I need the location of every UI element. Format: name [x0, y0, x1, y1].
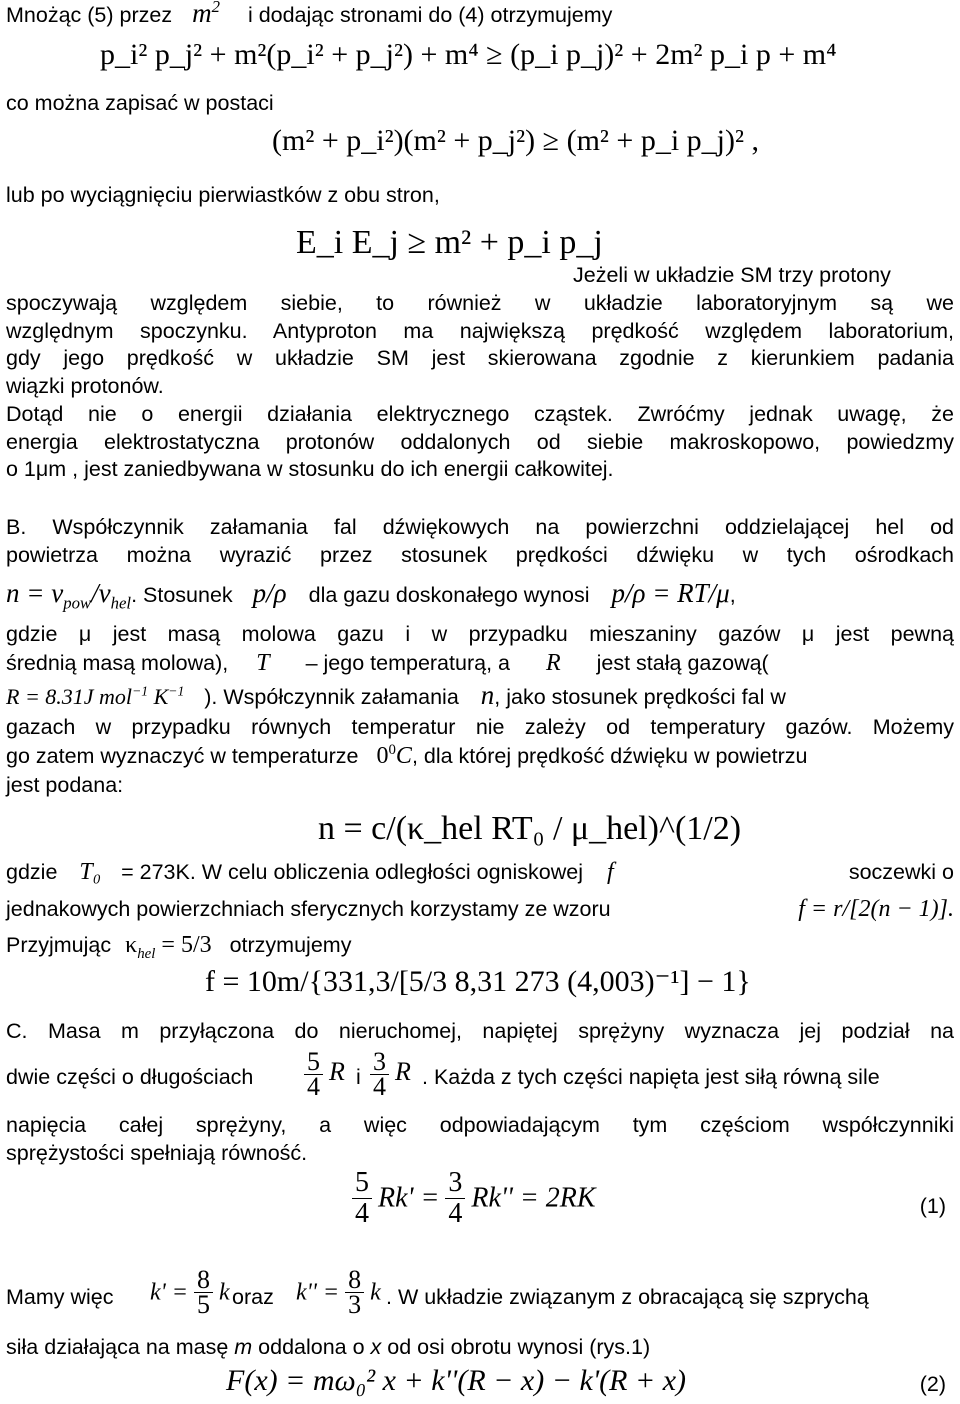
- text-span: od osi obrotu wynosi (rys.1): [381, 1335, 651, 1359]
- text-span: gdzie: [6, 860, 58, 884]
- equation-text: f = 10m/{331,3/[5/3 8,31 273 (4,003)⁻¹] − 1}: [205, 965, 751, 998]
- equation-1: [100, 38, 837, 72]
- math-inline: [296, 1265, 381, 1319]
- numerator: 5: [304, 1050, 323, 1075]
- math-inline: p/ρ: [252, 578, 287, 608]
- fraction: [304, 1047, 323, 1101]
- text-span: Współczynnik załamania fal dźwiękowych na powierzchni oddzielającej hel od: [26, 515, 954, 539]
- denominator: 5: [196, 1290, 210, 1319]
- denominator: 4: [355, 1198, 369, 1229]
- fraction: [445, 1168, 465, 1229]
- math-part: k: [370, 1279, 381, 1306]
- math-part: k' =: [150, 1279, 188, 1306]
- text-span: dwie części o długościach: [6, 1065, 254, 1089]
- text-span: , jako stosunek prędkości fal w: [494, 685, 786, 709]
- math-sub: hel: [110, 593, 132, 613]
- math-inline: [376, 743, 411, 769]
- fraction: [352, 1168, 372, 1229]
- text-line: gazach w przypadku równych temperatur nie zależy od temperatury gazów. Możemy: [6, 715, 954, 739]
- text-span: – jego temperaturą, a: [305, 651, 510, 675]
- math-inline: [6, 578, 132, 613]
- equation-text: n = c/(κ_hel RT₀ / μ_hel)^(1/2): [318, 810, 742, 847]
- section-label: C.: [6, 1019, 28, 1043]
- math-inline: [6, 684, 184, 709]
- text-span: jednakowych powierzchniach sferycznych korzystamy ze wzoru: [6, 897, 611, 921]
- numerator: 8: [345, 1268, 364, 1293]
- denominator: 4: [307, 1072, 320, 1101]
- denominator: 3: [348, 1290, 362, 1319]
- text-span: = 273K. W celu obliczenia odległości ogniskowej: [121, 860, 583, 884]
- numerator: 3: [445, 1168, 465, 1199]
- text-line: [6, 1265, 954, 1324]
- equation-text: Rk'' = 2RK: [471, 1182, 596, 1214]
- text-line: powietrza można wyrazić przez stosunek prędkości dźwięku w tych ośrodkach: [6, 543, 954, 567]
- math-inline: f = r/[2(n − 1)].: [798, 896, 954, 922]
- text-span: i dodając stronami do (4) otrzymujemy: [247, 3, 613, 27]
- text-span: go zatem wyznaczyć w temperaturze: [6, 744, 359, 768]
- numerator: 3: [370, 1050, 389, 1075]
- numerator: 8: [194, 1268, 213, 1293]
- text-span: Mnożąc (5) przez: [6, 3, 173, 27]
- text-line: [6, 743, 807, 769]
- text-line: napięcia całej sprężyny, a więc odpowiadającym tym częściom współczynniki: [6, 1113, 954, 1137]
- text-line: [6, 0, 612, 28]
- text-span: Przyjmując: [6, 933, 112, 957]
- text-line: spoczywają względem siebie, to również w układzie laboratoryjnym są we: [6, 291, 954, 315]
- text-line: Dotąd nie o energii działania elektrycznego cząstek. Zwróćmy jednak uwagę, że: [6, 402, 954, 426]
- text-line: [6, 932, 352, 962]
- fraction-5-4R: [304, 1047, 345, 1101]
- text-span: . Każda z tych części napięta jest siłą równą sile: [422, 1065, 880, 1089]
- denominator: 4: [448, 1198, 463, 1229]
- equation-2: [272, 124, 759, 158]
- equation-text: p_i² p_j² + m²(p_i² + p_j²) + m⁴ ≥ (p_i p_j)² + 2m² p_i p + m⁴: [100, 38, 837, 71]
- text-line: [6, 578, 736, 613]
- math-m: [192, 0, 220, 28]
- math-inline: n: [480, 680, 495, 710]
- math-inline: p/ρ = RT/μ: [611, 578, 730, 608]
- text-line: gdzie μ jest masą molowa gazu i w przypadku mieszaniny gazów μ jest pewną: [6, 622, 954, 646]
- equation-text: (m² + p_i²)(m² + p_j²) ≥ (m² + p_i p_j)² ,: [272, 124, 759, 157]
- math-part: C: [395, 743, 412, 769]
- math-inline: T: [256, 650, 270, 676]
- text-span: dla gazu doskonałego wynosi: [308, 583, 590, 607]
- equation-3: [296, 226, 603, 260]
- math-inline: R: [545, 650, 561, 676]
- text-span: , dla której prędkość dźwięku w powietrzu: [411, 744, 808, 768]
- math-var: m: [192, 0, 212, 28]
- text-line: [6, 514, 954, 540]
- equation-text: F(x) = mω₀² x + k''(R − x) − k'(R + x): [226, 1364, 687, 1397]
- equation-6: [352, 1168, 954, 1234]
- numerator: 5: [352, 1168, 372, 1199]
- text-span: siła działająca na masę: [6, 1335, 235, 1359]
- text-span: średnią masą molowa),: [6, 651, 229, 675]
- math-inline: f: [606, 859, 614, 885]
- equation-4: [318, 812, 741, 846]
- equation-7: [226, 1364, 954, 1400]
- equation-text: E_i E_j ≥ m² + p_i p_j: [296, 224, 603, 261]
- text-span: ,: [729, 583, 736, 607]
- text-line: energia elektrostatyczna protonów oddalonych od siebie makroskopowo, powiedzmy: [6, 430, 954, 454]
- fraction-3-4R: [370, 1047, 411, 1101]
- text-span: soczewki o: [848, 860, 954, 884]
- math-part: n = v: [6, 578, 64, 608]
- math-part: k'' =: [296, 1279, 340, 1306]
- math-var: R: [394, 1057, 411, 1087]
- math-exp: −1: [132, 683, 149, 699]
- math-sub: pow: [63, 593, 92, 613]
- math-part: K: [148, 684, 169, 709]
- math-var: R: [328, 1057, 345, 1087]
- text-span: ). Współczynnik załamania: [204, 685, 459, 709]
- equation-5: [205, 965, 751, 999]
- math-part: R = 8.31J mol: [6, 684, 133, 709]
- text-span: Mamy więc: [6, 1285, 114, 1309]
- equation-text: Rk' =: [377, 1182, 440, 1214]
- fraction: [345, 1265, 364, 1319]
- fraction: [370, 1047, 389, 1101]
- text-line: [6, 650, 954, 676]
- text-line: [6, 1047, 954, 1106]
- section-label: B.: [6, 515, 27, 539]
- math-part: k: [218, 1279, 230, 1306]
- text-line: [6, 859, 954, 885]
- text-span: . Stosunek: [131, 583, 233, 607]
- text-line: jest podana:: [6, 773, 124, 797]
- text-span: otrzymujemy: [229, 933, 352, 957]
- text-line: Jeżeli w układzie SM trzy protony: [573, 263, 891, 287]
- fraction: [194, 1265, 213, 1319]
- math-exp: 0: [388, 742, 396, 758]
- text-line: [6, 896, 954, 922]
- text-line: o 1μm , jest zaniedbywana w stosunku do ich energii całkowitej.: [6, 457, 614, 481]
- text-span: Masa m przyłączona do nieruchomej, napiętej sprężyny wyznacza jej podział na: [27, 1019, 954, 1043]
- equation-number: (1): [919, 1194, 946, 1218]
- math-part: κ: [125, 932, 138, 958]
- text-line: względnym spoczynku. Antyproton ma największą prędkość względem laboratorium,: [6, 319, 954, 343]
- text-line: co można zapisać w postaci: [6, 91, 274, 115]
- math-exp: −1: [168, 683, 185, 699]
- math-part: 0: [376, 743, 389, 769]
- math-inline: T₀: [79, 859, 102, 885]
- text-span: oddalona o: [252, 1335, 371, 1359]
- text-span: . W układzie związanym z obracającą się szprychą: [386, 1285, 869, 1309]
- text-line: sprężystości spełniają równość.: [6, 1141, 308, 1165]
- text-span: oraz: [232, 1285, 274, 1309]
- text-span: x: [370, 1335, 382, 1359]
- text-line: [6, 1334, 650, 1360]
- denominator: 4: [373, 1072, 386, 1101]
- text-line: lub po wyciągnięciu pierwiastków z obu stron,: [6, 183, 440, 207]
- math-sub: hel: [137, 945, 156, 962]
- math-exp: 2: [211, 0, 220, 16]
- text-span: jest stałą gazową(: [596, 651, 769, 675]
- math-part: /v: [91, 578, 111, 608]
- math-part: = 5/3: [155, 932, 212, 958]
- text-line: gdy jego prędkość w układzie SM jest skierowana zgodnie z kierunkiem padania: [6, 346, 954, 370]
- text-line: wiązki protonów.: [6, 374, 164, 398]
- text-line: [6, 682, 786, 710]
- text-span: m: [234, 1335, 253, 1359]
- math-inline: [150, 1265, 230, 1319]
- equation-number: (2): [919, 1372, 946, 1396]
- math-inline: [125, 932, 212, 962]
- text-span: i: [356, 1065, 361, 1089]
- text-line: [6, 1018, 954, 1044]
